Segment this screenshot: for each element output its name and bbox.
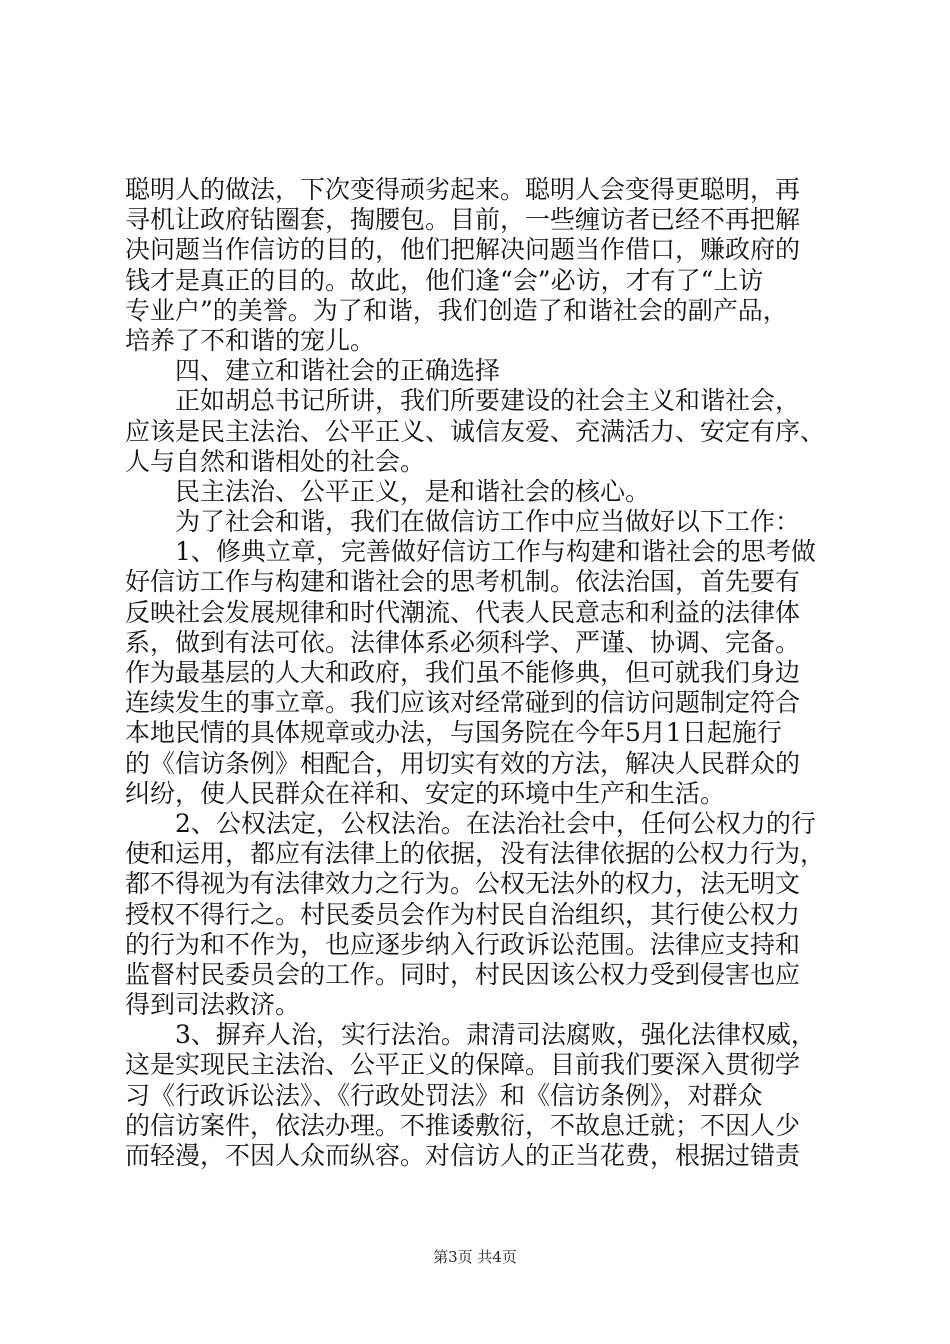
text-line: 连续发生的事立章。我们应该对经常碰到的信访问题制定符合: [125, 688, 801, 718]
text-line: 授权不得行之。村民委员会作为村民自治组织，其行使公权力: [125, 899, 801, 929]
page-footer: 第3页 共4页: [433, 1248, 517, 1266]
text-line: 本地民情的具体规章或办法，与国务院在今年5月1日起施行: [125, 718, 782, 748]
text-line: 为了社会和谐，我们在做信访工作中应当做好以下工作：: [175, 507, 801, 537]
text-line: 应该是民主法治、公平正义、诚信友爱、充满活力、安定有序、: [125, 416, 826, 446]
text-line: 培养了不和谐的宠儿。: [125, 325, 376, 355]
text-line: 的行为和不作为，也应逐步纳入行政诉讼范围。法律应支持和: [125, 929, 801, 959]
text-line: 而轻漫，不因人众而纵容。对信访人的正当花费，根据过错责: [125, 1141, 801, 1170]
text-line: 的《信访条例》相配合，用切实有效的方法，解决人民群众的: [125, 748, 801, 778]
text-line: 决问题当作信访的目的，他们把解决问题当作借口，赚政府的: [125, 235, 801, 265]
text-line: 习《行政诉讼法》、《行政处罚法》和《信访条例》，对群众: [125, 1080, 763, 1110]
text-line: 3、摒弃人治，实行法治。肃清司法腐败，强化法律权威，: [175, 1020, 816, 1050]
text-line: 正如胡总书记所讲，我们所要建设的社会主义和谐社会，: [175, 386, 801, 416]
text-line: 民主法治、公平正义，是和谐社会的核心。: [175, 476, 651, 506]
text-line: 这是实现民主法治、公平正义的保障。目前我们要深入贯彻学: [125, 1050, 801, 1080]
text-line: 都不得视为有法律效力之行为。公权无法外的权力，法无明文: [125, 869, 801, 899]
text-line: 系，做到有法可依。法律体系必须科学、严谨、协调、完备。: [125, 627, 801, 657]
text-line: 作为最基层的人大和政府，我们虽不能修典，但可就我们身边: [125, 658, 801, 687]
section-heading: 四、建立和谐社会的正确选择: [175, 356, 501, 386]
text-line: 得到司法救济。: [125, 990, 301, 1020]
text-line: 好信访工作与构建和谐社会的思考机制。依法治国，首先要有: [125, 567, 801, 597]
text-line: 人与自然和谐相处的社会。: [125, 446, 426, 476]
text-line: 聪明人的做法，下次变得顽劣起来。聪明人会变得更聪明，再: [125, 175, 801, 204]
text-line: 监督村民委员会的工作。同时，村民因该公权力受到侵害也应: [125, 959, 801, 989]
text-line: 的信访案件，依法办理。不推诿敷衍，不故息迁就；不因人少: [125, 1110, 801, 1140]
document-body: [125, 175, 835, 1171]
text-line: 使和运用，都应有法律上的依据，没有法律依据的公权力行为，: [125, 839, 826, 869]
text-line: 反映社会发展规律和时代潮流、代表人民意志和利益的法律体: [125, 597, 801, 627]
text-line: 寻机让政府钻圈套，掏腰包。目前，一些缠访者已经不再把解: [125, 205, 801, 235]
text-line: 专业户”的美誉。为了和谐，我们创造了和谐社会的副产品，: [125, 295, 788, 325]
text-line: 纠纷，使人民群众在祥和、安定的环境中生产和生活。: [125, 778, 726, 808]
text-line: 钱才是真正的目的。故此，他们逢“会”必访，才有了“上访: [125, 265, 764, 295]
text-line: 2、公权法定，公权法治。在法治社会中，任何公权力的行: [175, 808, 816, 838]
text-line: 1、修典立章，完善做好信访工作与构建和谐社会的思考做: [175, 537, 816, 567]
